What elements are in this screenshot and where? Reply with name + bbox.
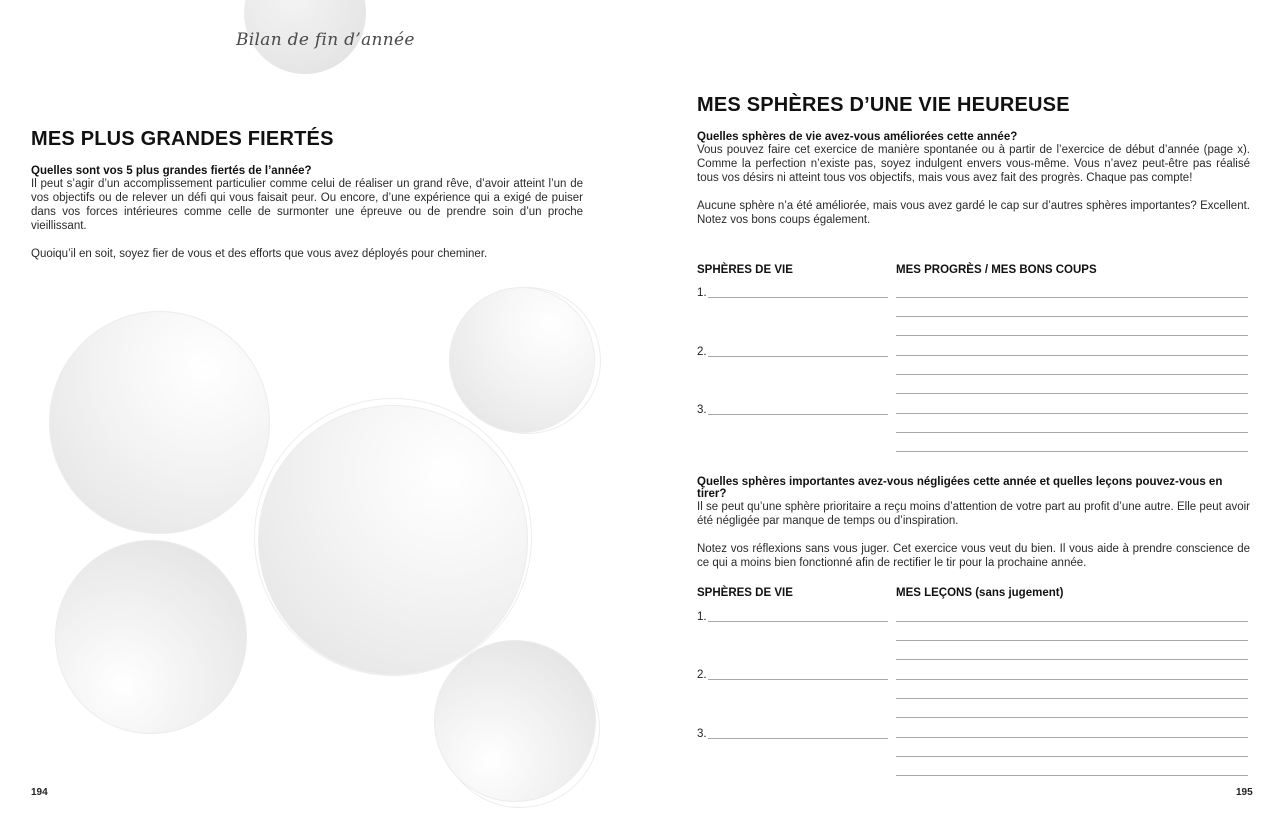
table2-row-number: 2. [697,669,707,681]
section-neglected [697,476,1250,570]
pride-circle-1[interactable] [49,311,270,534]
improved-paragraph-1: Vous pouvez faire cet exercice de manière spontanée ou à partir de l’exercice de début d’année (page x). Comme la perfection n’existe pas, soyez indulgent envers vous-même. Vous n’avez peut-être pas réalisé tous vos désirs ni atteint tous vos objectifs, mais vous avez fait des progrès. Chaque pas compte! [697,144,1250,184]
neglected-paragraph-2: Notez vos réflexions sans vous juger. Cet exercice vous veut du bien. Il vous aide à prendre conscience de ce qui a moins bien fonctionné afin de rectifier le tir pour la prochaine année. [697,543,1250,569]
table1-progress-line[interactable] [896,413,1248,414]
neglected-paragraph-1: Il se peut qu’une sphère prioritaire a reçu moins d’attention de votre part au profit d’une autre. Elle peut avoir été négligée par manque de temps ou d’inspiration. [697,501,1250,527]
table1-row-number: 2. [697,346,707,358]
pride-circle-2[interactable] [449,287,595,433]
table2-lessons-line[interactable] [896,679,1248,680]
right-page [640,0,1280,828]
table2-col-lessons: MES LEÇONS (sans jugement) [896,587,1064,599]
table1-sphere-line-1[interactable] [708,297,888,298]
table1-sphere-line-2[interactable] [708,356,888,357]
table2-lessons-line[interactable] [896,756,1248,757]
brand-title: Bilan de fin d’année [236,30,415,50]
table1-row-number: 1. [697,287,707,299]
table2-lessons-line[interactable] [896,775,1248,776]
table2-lessons-line[interactable] [896,640,1248,641]
page-title-left: MES PLUS GRANDES FIERTÉS [31,128,334,150]
question-neglected: Quelles sphères importantes avez-vous négligées cette année et quelles leçons pouvez-vous en tirer? [697,476,1223,500]
pride-circle-5[interactable] [434,640,596,802]
pride-circle-4[interactable] [55,540,247,734]
page-number-left: 194 [31,787,48,798]
improved-paragraph-2: Aucune sphère n’a été améliorée, mais vous avez gardé le cap sur d’autres sphères importantes? Excellent. Notez vos bons coups également. [697,200,1250,226]
table1-progress-line[interactable] [896,451,1248,452]
table2-sphere-line-2[interactable] [708,679,888,680]
table2-lessons-line[interactable] [896,659,1248,660]
left-intro [31,165,583,261]
table1-progress-line[interactable] [896,297,1248,298]
table1-progress-line[interactable] [896,374,1248,375]
table2-lessons-line[interactable] [896,717,1248,718]
table1-progress-line[interactable] [896,355,1248,356]
table2-col-spheres: SPHÈRES DE VIE [697,587,793,599]
table1-progress-line[interactable] [896,432,1248,433]
question-improved: Quelles sphères de vie avez-vous améliorées cette année? [697,131,1018,143]
table1-sphere-line-3[interactable] [708,414,888,415]
table2-lessons-line[interactable] [896,698,1248,699]
table1-progress-line[interactable] [896,393,1248,394]
table1-progress-line[interactable] [896,316,1248,317]
table1-row-number: 3. [697,404,707,416]
page-title-right: MES SPHÈRES D’UNE VIE HEUREUSE [697,94,1070,116]
left-paragraph-1: Il peut s’agir d’un accomplissement particulier comme celui de réaliser un grand rêve, d’avoir atteint l’un de vos objectifs ou de relever un défi qui vous faisait peur. Ou encore, d’une expérience qui a exigé de puiser dans vos forces intérieures comme celle de surmonter une épreuve ou de prendre soin d’un proche vieillissant. [31,178,583,232]
table2-lessons-line[interactable] [896,737,1248,738]
section-improved [697,131,1250,227]
table2-row-number: 3. [697,728,707,740]
table2-lessons-line[interactable] [896,621,1248,622]
left-question: Quelles sont vos 5 plus grandes fiertés de l’année? [31,165,312,177]
table2-row-number: 1. [697,611,707,623]
table2-sphere-line-3[interactable] [708,738,888,739]
left-paragraph-2: Quoiqu’il en soit, soyez fier de vous et des efforts que vous avez déployés pour cheminer. [31,248,488,260]
table1-col-spheres: SPHÈRES DE VIE [697,264,793,276]
table1-progress-line[interactable] [896,335,1248,336]
pride-circle-3[interactable] [258,405,528,675]
page-number-right: 195 [1236,787,1253,798]
table2-sphere-line-1[interactable] [708,621,888,622]
table1-col-progress: MES PROGRÈS / MES BONS COUPS [896,264,1097,276]
